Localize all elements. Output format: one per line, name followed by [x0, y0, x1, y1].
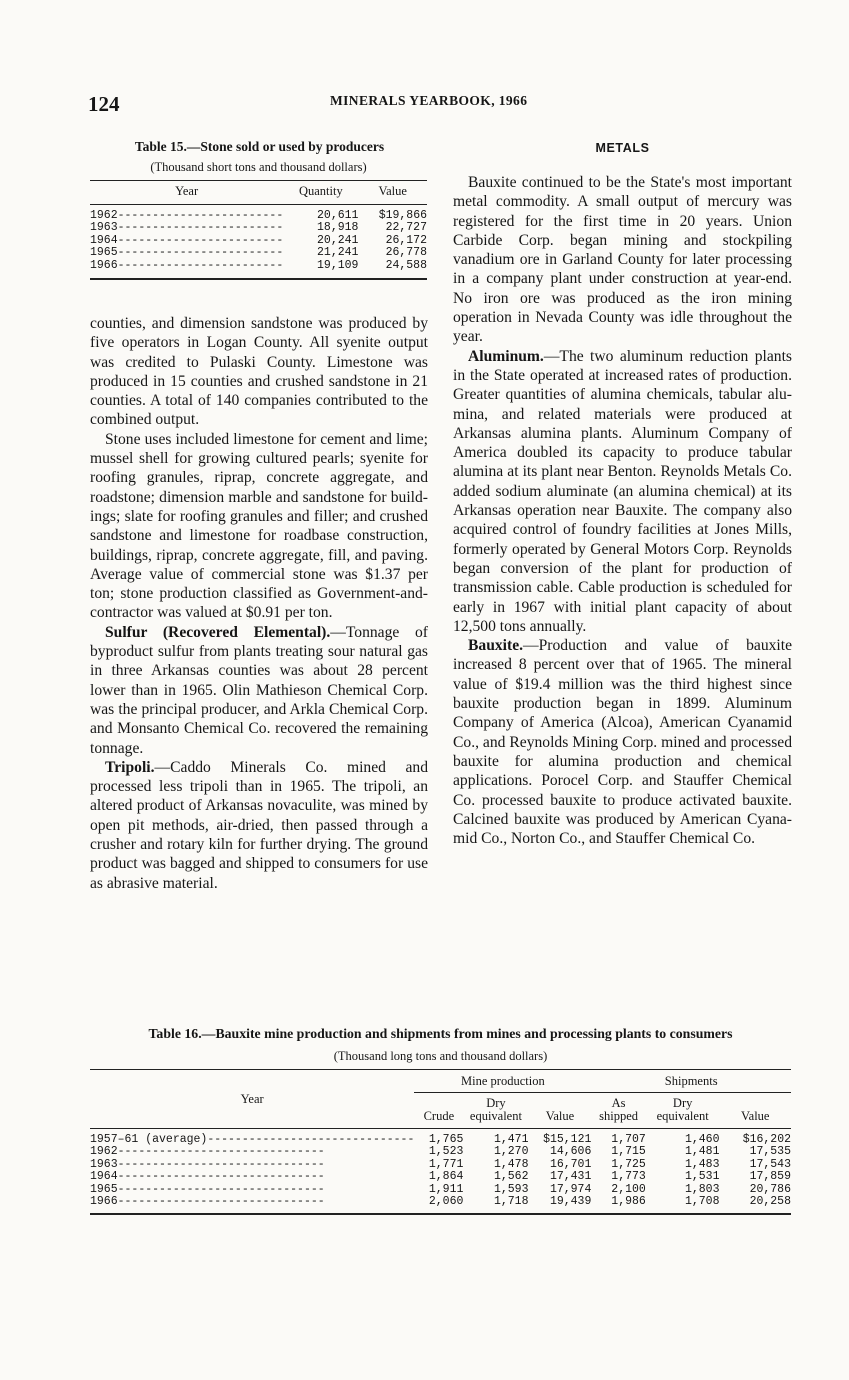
- paragraph: Bauxite continued to be the State's most important metal commodity. A small output of mercury was registered for the first time in 20 years. Union Carbide Corp. began mining and stockpiling vanadium ore in Garland County for later processing in a company plant under construction at year-end. No iron ore was produced as the iron mining operation in Nevada County was idle throughout the year.: [453, 174, 792, 346]
- table-15-quantity: 20,241: [317, 233, 359, 247]
- table-16-header-crude: Crude: [414, 1093, 463, 1129]
- table-15-subtitle: (Thousand short tons and thousand dollars): [150, 160, 367, 174]
- table-cell: 1,771: [428, 1157, 464, 1171]
- table-16-header-dry-equivalent: Dry equivalent: [463, 1093, 528, 1129]
- table-15-title: Table 15.—Stone sold or used by producers: [134, 139, 385, 154]
- table-15-quantity: 21,241: [317, 246, 359, 260]
- table-cell: $16,202: [742, 1133, 791, 1146]
- table-16-grid: [90, 1069, 791, 1215]
- table-15-header-quantity: Quantity: [283, 181, 358, 205]
- table-15-header-year: Year: [90, 181, 283, 205]
- table-row: [90, 247, 427, 259]
- paragraph: Stone uses included limestone for cement and lime; mussel shell for growing cultured pearls; syenite for roofing granules, riprap, concrete aggregate, and roadstone; dimension marble and sandstone for buildings; slate for roofing granules and filler; and crushed sandstone and limestone for roadbase construction, buildings, riprap, concrete aggregate, fill, and paving. Average value of commercial stone was $1.37 per ton; stone production classified as Government-and-contractor was valued at $0.91 per ton.: [90, 430, 428, 622]
- table-cell: 1,270: [493, 1145, 529, 1159]
- table-row: [90, 1171, 791, 1183]
- table-row: [90, 205, 427, 223]
- table-cell: 1,593: [493, 1182, 529, 1196]
- paragraph-aluminum: [453, 347, 792, 636]
- table-16-header-shipped-value: Value: [719, 1093, 791, 1129]
- table-16-year: 1965------------------------------: [90, 1183, 325, 1196]
- table-16-header-as-shipped: As shipped: [591, 1093, 645, 1129]
- table-cell: 17,859: [749, 1170, 791, 1184]
- table-15-value: 26,172: [385, 233, 427, 247]
- paragraph-sulfur: [90, 623, 428, 758]
- table-cell: 1,803: [684, 1182, 720, 1196]
- table-cell: 1,471: [493, 1133, 529, 1146]
- table-cell: 19,439: [528, 1196, 591, 1214]
- table-16-year: 1962------------------------------: [90, 1146, 325, 1159]
- table-cell: 20,786: [749, 1182, 791, 1196]
- table-cell: 1,715: [611, 1145, 646, 1159]
- sulfur-heading: Sulfur (Recovered Elemental).: [105, 623, 331, 641]
- table-cell: 17,543: [749, 1157, 791, 1171]
- table-15-value: 22,727: [385, 221, 427, 235]
- table-row: [90, 1196, 791, 1214]
- table-cell: 1,562: [493, 1170, 529, 1184]
- table-16-header-shipped-dry-equivalent: Dry equivalent: [646, 1093, 720, 1129]
- table-15-year: 1962------------------------: [90, 209, 284, 222]
- table-15-quantity: 20,611: [317, 209, 359, 222]
- table-cell: 1,478: [493, 1157, 529, 1171]
- table-15-value: 26,778: [385, 246, 427, 260]
- table-16-header-year: Year: [90, 1070, 414, 1129]
- table-cell: 1,708: [646, 1196, 720, 1214]
- table-16-title: Table 16.—Bauxite mine production and shipments from mines and processing plants to consumers: [148, 1026, 733, 1041]
- bauxite-text: —Production and value of bauxite increased 8 percent over that of 1965. The mineral value of $19.4 million was the third highest since bauxite production began in 1899. Aluminum Company of America (Alcoa), American Cyanamid Co., and Reynolds Mining Corp. mined and processed bauxite for alumina production and chemical applications. Porocel Corp. and Stauffer Chemical Co. processed bauxite to produce activated bauxite. Calcined bauxite was produced by American Cyanamid Co., Norton Co., and Stauffer Chemical Co.: [453, 637, 792, 848]
- table-cell: 1,460: [684, 1133, 720, 1146]
- table-16-header-shipments: Shipments: [591, 1070, 791, 1093]
- table-cell: 17,535: [749, 1145, 791, 1159]
- table-row: [90, 1129, 791, 1147]
- table-16-year: 1964------------------------------: [90, 1171, 325, 1184]
- bauxite-heading: Bauxite.: [468, 637, 524, 655]
- table-15-year: 1966------------------------: [90, 260, 283, 279]
- paragraph-tripoli: [90, 758, 428, 893]
- table-cell: 1,864: [428, 1170, 464, 1184]
- table-15-value: $19,866: [378, 209, 427, 222]
- table-16: [90, 1025, 791, 1215]
- table-cell: 16,701: [549, 1157, 592, 1171]
- table-15-grid: [90, 180, 427, 280]
- table-15-year: 1964------------------------: [90, 234, 284, 247]
- table-15-value: 24,588: [358, 260, 427, 279]
- paragraph: counties, and dimension sandstone was produced by five operators in Logan County. All syenite output was credited to Pulaski County. Limestone was produced in 15 counties and crushed sandstone in 21 counties. A total of 140 companies contributed to the combined output.: [90, 315, 428, 429]
- table-row: [90, 260, 427, 279]
- table-row: [90, 1146, 791, 1158]
- table-cell: 17,974: [549, 1182, 592, 1196]
- table-cell: 1,986: [591, 1196, 645, 1214]
- table-cell: $15,121: [543, 1133, 592, 1146]
- section-heading-metals: METALS: [595, 141, 650, 155]
- table-cell: 1,523: [428, 1145, 464, 1159]
- table-16-subtitle: (Thousand long tons and thousand dollars): [333, 1049, 548, 1063]
- tripoli-heading: Tripoli.: [105, 758, 155, 776]
- table-cell: 20,258: [719, 1196, 791, 1214]
- right-column: [453, 173, 792, 848]
- table-cell: 1,718: [463, 1196, 528, 1214]
- tripoli-text: —Caddo Minerals Co. mined and processed less tripoli than in 1965. The tripoli, an altered product of Arkansas novaculite, was mined by open pit methods, air-dried, then passed through a crusher and rotary kiln for further drying. The ground product was bagged and shipped to consumers for use as abrasive material.: [90, 758, 428, 892]
- aluminum-heading: Aluminum.: [468, 347, 544, 365]
- table-15-year: 1963------------------------: [90, 222, 284, 235]
- table-cell: 1,531: [684, 1170, 720, 1184]
- table-cell: 1,765: [428, 1133, 464, 1146]
- table-15: [90, 139, 427, 280]
- table-16-year: 1957–61 (average)------------------------------: [90, 1133, 415, 1146]
- left-column: [90, 314, 428, 893]
- table-cell: 2,100: [611, 1182, 646, 1196]
- table-16-header-mine-production: Mine production: [414, 1070, 591, 1093]
- table-cell: 1,911: [428, 1182, 464, 1196]
- paragraph-bauxite: [453, 636, 792, 848]
- table-16-header-value: Value: [528, 1093, 591, 1129]
- table-cell: 1,773: [611, 1170, 646, 1184]
- aluminum-text: —The two aluminum reduction plants in the State operated at increased rates of production. Greater quantities of alumina chemicals, tabular alumina, and related materials were produced at Arkansas alumina plants. Aluminum Company of America doubled its capacity to produce tabular alumina at its plant near Benton. Reynolds Metals Co. added sodium aluminate (an alumina chemical) at its Arkansas operation near Bauxite. The company also acquired control of foundry facilities at Jones Mills, formerly operated by General Motors Corp. Reynolds began conversion of the plant for production of transmission cable. Cable production is scheduled for early in 1967 with initial plant capacity of about 12,500 tons annually.: [453, 347, 792, 635]
- table-cell: 1,707: [611, 1133, 646, 1146]
- table-16-year: 1963------------------------------: [90, 1158, 325, 1171]
- table-cell: 14,606: [549, 1145, 592, 1159]
- table-row: [90, 235, 427, 247]
- table-cell: 1,483: [684, 1157, 720, 1171]
- table-cell: 17,431: [549, 1170, 592, 1184]
- table-row: [90, 222, 427, 234]
- table-16-year: 1966------------------------------: [90, 1196, 414, 1214]
- table-cell: 2,060: [414, 1196, 463, 1214]
- table-cell: 1,481: [684, 1145, 720, 1159]
- running-title: MINERALS YEARBOOK, 1966: [330, 93, 528, 108]
- table-cell: 1,725: [611, 1157, 646, 1171]
- page-number: 124: [88, 92, 120, 116]
- table-15-quantity: 18,918: [317, 221, 359, 235]
- table-15-header-value: Value: [358, 181, 427, 205]
- table-15-year: 1965------------------------: [90, 247, 284, 260]
- table-15-quantity: 19,109: [283, 260, 358, 279]
- sulfur-text: —Tonnage of byproduct sulfur from plants treating sour natural gas in three Arkansas counties was about 28 percent lower than in 1965. Olin Mathieson Chemical Corp. was the principal producer, and Arkla Chemical Corp. and Monsanto Chemical Co. recovered the remaining tonnage.: [90, 623, 428, 757]
